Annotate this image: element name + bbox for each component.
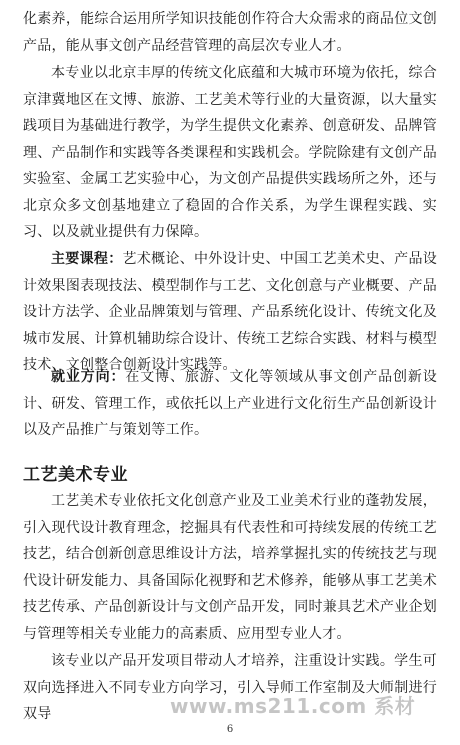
paragraph-main-courses [23, 246, 437, 379]
paragraph-career-direction [23, 364, 437, 444]
paragraph-arts-crafts-practice: 该专业以产品开发项目带动人才培养，注重设计实践。学生可双向选择进入不同专业方向学习，引入导师工作室制及大师制进行双导 [23, 653, 437, 722]
section-heading-arts-crafts: 工艺美术专业 [23, 465, 128, 485]
main-courses-label: 主要课程： [51, 251, 123, 267]
paragraph-program-basis: 本专业以北京丰厚的传统文化底蕴和大城市环境为依托，综合京津冀地区在文博、旅游、工艺美术等行业的大量资源，以大量实践项目为基础进行教学，为学生提供文化素养、创意研发、品牌管理、产品制作和实践等各类课程和实践机会。学院除建有文创产品实验室、金属工艺实验中心，为文创产品提供实践场所之外，还与北京众多文创基地建立了稳固的合作关系，为学生课程实践、实习、以及就业提供有力保障。 [23, 65, 437, 240]
paragraph-intro-continued: 化素养，能综合运用所学知识技能创作符合大众需求的商品位文创产品，能从事文创产品经营管理的高层次专业人才。 [23, 11, 437, 54]
page-number: 6 [226, 724, 234, 735]
career-direction-label: 就业方向： [51, 369, 126, 385]
paragraph-arts-crafts-intro: 工艺美术专业依托文化创意产业及工业美术行业的蓬勃发展，引入现代设计教育理念，挖掘具有代表性和可持续发展的传统工艺技艺，结合创新创意思维设计方法，培养掌握扎实的传统技艺与现代设计研发能力、具备国际化视野和艺术修养，能够从事工艺美术技艺传承、产品创新设计与文创产品开发，同时兼具艺术产业企划与管理等相关专业能力的高素质、应用型专业人才。 [23, 493, 437, 642]
main-courses-text: 艺术概论、中外设计史、中国工艺美术史、产品设计效果图表现技法、模型制作与工艺、文化创意与产业概要、产品设计方法学、企业品牌策划与管理、产品系统化设计、传统文化及城市发展、计算机辅助综合设计、传统工艺综合实践、材料与模型技术、文创整合创新设计实践等。 [23, 251, 438, 373]
career-direction-text: 在文博、旅游、文化等领域从事文创产品创新设计、研发、管理工作，或依托以上产业进行文化衍生产品创新设计以及产品推广与策划等工作。 [23, 369, 438, 438]
watermark: www.ms211.com 系材 [170, 694, 416, 718]
